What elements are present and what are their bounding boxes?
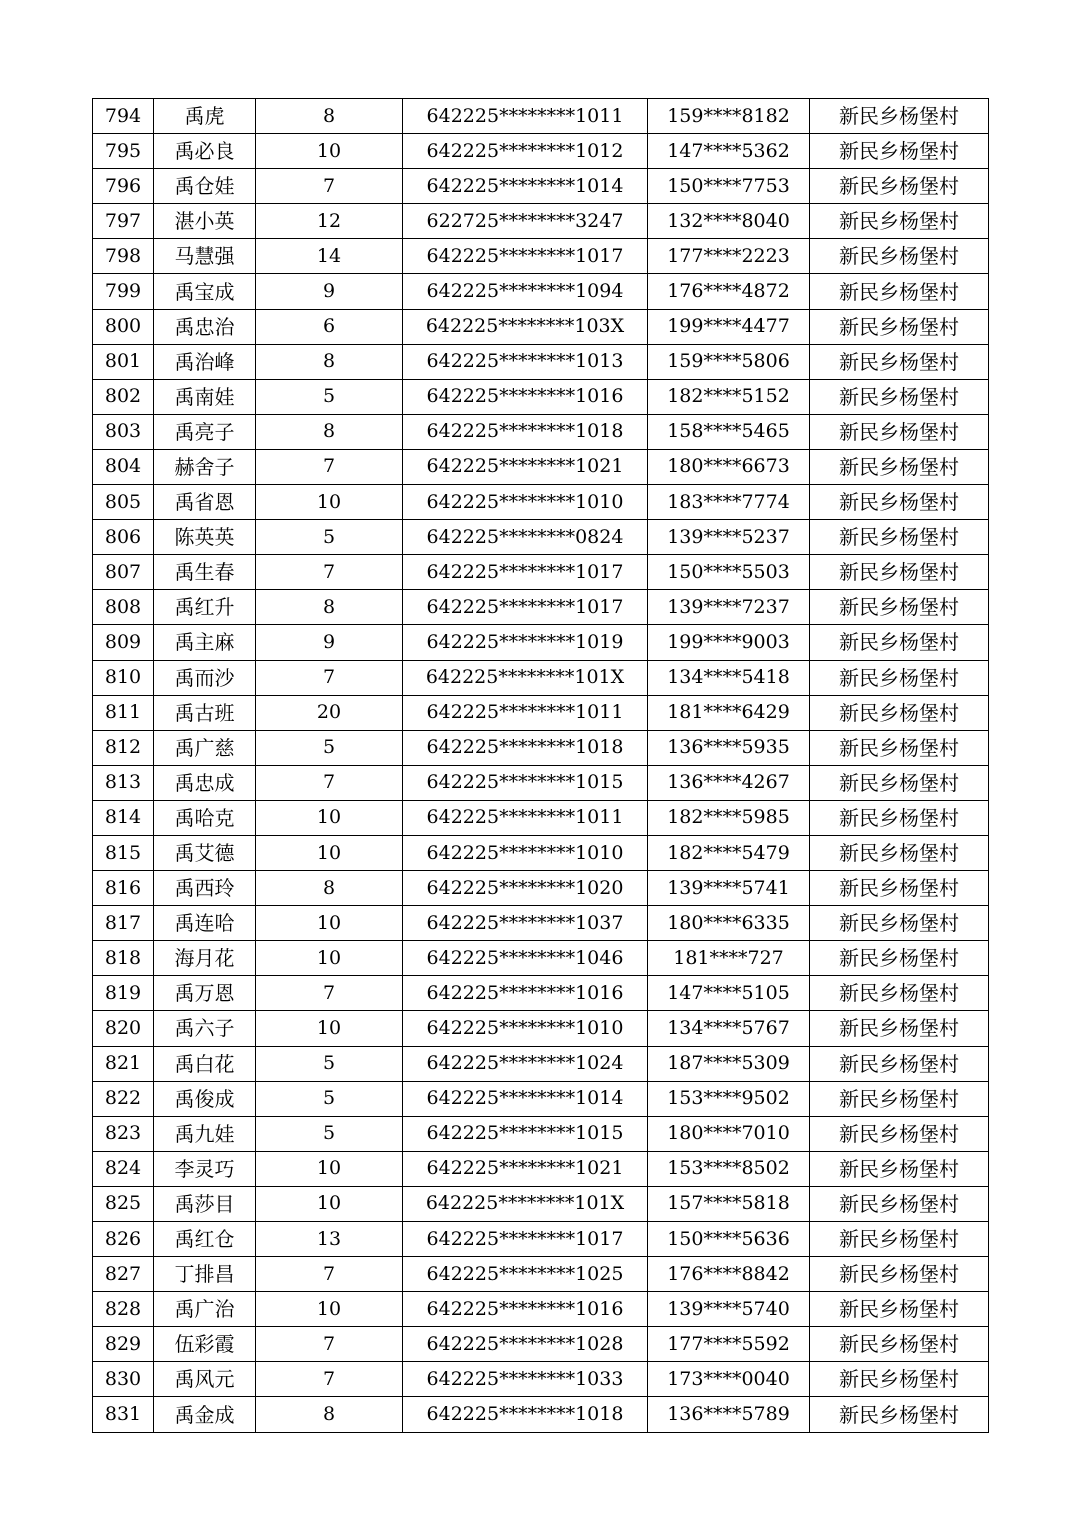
cell-phone-number: 150****5503 xyxy=(648,555,810,590)
table-row xyxy=(93,906,989,941)
cell-name: 禹连哈 xyxy=(154,906,256,941)
cell-row-number: 804 xyxy=(93,449,154,484)
cell-village: 新民乡杨堡村 xyxy=(810,800,989,835)
cell-count: 5 xyxy=(256,1116,403,1151)
cell-village: 新民乡杨堡村 xyxy=(810,99,989,134)
cell-phone-number: 136****5789 xyxy=(648,1397,810,1432)
cell-count: 10 xyxy=(256,835,403,870)
cell-village: 新民乡杨堡村 xyxy=(810,1257,989,1292)
cell-name: 海月花 xyxy=(154,941,256,976)
cell-phone-number: 180****7010 xyxy=(648,1116,810,1151)
table-row xyxy=(93,344,989,379)
table-row xyxy=(93,1257,989,1292)
cell-count: 5 xyxy=(256,730,403,765)
cell-phone-number: 199****4477 xyxy=(648,309,810,344)
cell-row-number: 795 xyxy=(93,134,154,169)
cell-phone-number: 182****5985 xyxy=(648,800,810,835)
table-row xyxy=(93,800,989,835)
cell-count: 10 xyxy=(256,800,403,835)
table-row xyxy=(93,1151,989,1186)
cell-count: 20 xyxy=(256,695,403,730)
cell-id-number: 622725********3247 xyxy=(403,204,648,239)
cell-id-number: 642225********1011 xyxy=(403,695,648,730)
cell-phone-number: 157****5818 xyxy=(648,1186,810,1221)
cell-phone-number: 173****0040 xyxy=(648,1362,810,1397)
cell-village: 新民乡杨堡村 xyxy=(810,1397,989,1432)
table-row xyxy=(93,1362,989,1397)
cell-id-number: 642225********1011 xyxy=(403,800,648,835)
cell-count: 10 xyxy=(256,941,403,976)
cell-name: 禹六子 xyxy=(154,1011,256,1046)
table-row xyxy=(93,520,989,555)
cell-phone-number: 187****5309 xyxy=(648,1046,810,1081)
cell-id-number: 642225********1037 xyxy=(403,906,648,941)
cell-name: 禹而沙 xyxy=(154,660,256,695)
cell-phone-number: 136****5935 xyxy=(648,730,810,765)
cell-name: 禹治峰 xyxy=(154,344,256,379)
cell-id-number: 642225********1018 xyxy=(403,1397,648,1432)
cell-id-number: 642225********1020 xyxy=(403,871,648,906)
cell-phone-number: 180****6673 xyxy=(648,449,810,484)
cell-row-number: 800 xyxy=(93,309,154,344)
cell-village: 新民乡杨堡村 xyxy=(810,134,989,169)
table-row xyxy=(93,134,989,169)
cell-id-number: 642225********101X xyxy=(403,660,648,695)
cell-row-number: 810 xyxy=(93,660,154,695)
cell-count: 8 xyxy=(256,1397,403,1432)
cell-name: 禹省恩 xyxy=(154,485,256,520)
table-row xyxy=(93,1081,989,1116)
cell-row-number: 811 xyxy=(93,695,154,730)
cell-count: 8 xyxy=(256,414,403,449)
cell-row-number: 797 xyxy=(93,204,154,239)
cell-village: 新民乡杨堡村 xyxy=(810,1081,989,1116)
cell-row-number: 817 xyxy=(93,906,154,941)
cell-row-number: 824 xyxy=(93,1151,154,1186)
cell-row-number: 794 xyxy=(93,99,154,134)
cell-row-number: 805 xyxy=(93,485,154,520)
cell-count: 5 xyxy=(256,1081,403,1116)
cell-count: 6 xyxy=(256,309,403,344)
cell-row-number: 830 xyxy=(93,1362,154,1397)
table-row xyxy=(93,99,989,134)
cell-count: 8 xyxy=(256,871,403,906)
cell-count: 10 xyxy=(256,485,403,520)
table-row xyxy=(93,449,989,484)
cell-village: 新民乡杨堡村 xyxy=(810,309,989,344)
table-row xyxy=(93,730,989,765)
cell-village: 新民乡杨堡村 xyxy=(810,379,989,414)
cell-phone-number: 134****5418 xyxy=(648,660,810,695)
cell-row-number: 821 xyxy=(93,1046,154,1081)
cell-name: 禹西玲 xyxy=(154,871,256,906)
cell-id-number: 642225********0824 xyxy=(403,520,648,555)
cell-id-number: 642225********1094 xyxy=(403,274,648,309)
cell-id-number: 642225********1046 xyxy=(403,941,648,976)
cell-id-number: 642225********1013 xyxy=(403,344,648,379)
cell-count: 7 xyxy=(256,765,403,800)
data-table xyxy=(92,98,989,1433)
table-row xyxy=(93,204,989,239)
cell-village: 新民乡杨堡村 xyxy=(810,941,989,976)
cell-phone-number: 183****7774 xyxy=(648,485,810,520)
cell-row-number: 814 xyxy=(93,800,154,835)
cell-name: 禹忠成 xyxy=(154,765,256,800)
cell-name: 禹广慈 xyxy=(154,730,256,765)
cell-row-number: 820 xyxy=(93,1011,154,1046)
cell-id-number: 642225********1016 xyxy=(403,1292,648,1327)
cell-phone-number: 153****8502 xyxy=(648,1151,810,1186)
table-row xyxy=(93,555,989,590)
cell-count: 10 xyxy=(256,1292,403,1327)
cell-row-number: 827 xyxy=(93,1257,154,1292)
cell-count: 9 xyxy=(256,625,403,660)
cell-id-number: 642225********1017 xyxy=(403,555,648,590)
table-row xyxy=(93,1186,989,1221)
table-row xyxy=(93,590,989,625)
cell-id-number: 642225********1010 xyxy=(403,835,648,870)
cell-village: 新民乡杨堡村 xyxy=(810,590,989,625)
table-row xyxy=(93,1116,989,1151)
cell-count: 13 xyxy=(256,1222,403,1257)
cell-row-number: 816 xyxy=(93,871,154,906)
cell-row-number: 818 xyxy=(93,941,154,976)
cell-phone-number: 177****5592 xyxy=(648,1327,810,1362)
cell-id-number: 642225********1011 xyxy=(403,99,648,134)
cell-id-number: 642225********1019 xyxy=(403,625,648,660)
cell-id-number: 642225********1015 xyxy=(403,765,648,800)
cell-village: 新民乡杨堡村 xyxy=(810,730,989,765)
cell-name: 禹广治 xyxy=(154,1292,256,1327)
cell-name: 禹虎 xyxy=(154,99,256,134)
cell-count: 12 xyxy=(256,204,403,239)
table-row xyxy=(93,625,989,660)
cell-phone-number: 180****6335 xyxy=(648,906,810,941)
cell-phone-number: 147****5105 xyxy=(648,976,810,1011)
cell-village: 新民乡杨堡村 xyxy=(810,1116,989,1151)
cell-count: 7 xyxy=(256,976,403,1011)
cell-id-number: 642225********1010 xyxy=(403,1011,648,1046)
cell-name: 禹白花 xyxy=(154,1046,256,1081)
cell-row-number: 799 xyxy=(93,274,154,309)
cell-name: 陈英英 xyxy=(154,520,256,555)
cell-id-number: 642225********1015 xyxy=(403,1116,648,1151)
cell-phone-number: 159****8182 xyxy=(648,99,810,134)
cell-name: 禹俊成 xyxy=(154,1081,256,1116)
table-row xyxy=(93,1397,989,1432)
cell-row-number: 813 xyxy=(93,765,154,800)
cell-row-number: 829 xyxy=(93,1327,154,1362)
cell-name: 禹莎目 xyxy=(154,1186,256,1221)
cell-id-number: 642225********1012 xyxy=(403,134,648,169)
cell-village: 新民乡杨堡村 xyxy=(810,274,989,309)
cell-count: 5 xyxy=(256,520,403,555)
table-body xyxy=(93,99,989,1433)
cell-row-number: 806 xyxy=(93,520,154,555)
cell-id-number: 642225********1018 xyxy=(403,414,648,449)
cell-count: 7 xyxy=(256,1362,403,1397)
cell-village: 新民乡杨堡村 xyxy=(810,1222,989,1257)
cell-count: 7 xyxy=(256,169,403,204)
cell-village: 新民乡杨堡村 xyxy=(810,1046,989,1081)
cell-name: 禹仓娃 xyxy=(154,169,256,204)
table-row xyxy=(93,695,989,730)
cell-village: 新民乡杨堡村 xyxy=(810,906,989,941)
cell-count: 8 xyxy=(256,344,403,379)
cell-id-number: 642225********1021 xyxy=(403,1151,648,1186)
cell-phone-number: 150****7753 xyxy=(648,169,810,204)
cell-count: 7 xyxy=(256,1327,403,1362)
table-row xyxy=(93,379,989,414)
cell-name: 禹古班 xyxy=(154,695,256,730)
cell-village: 新民乡杨堡村 xyxy=(810,204,989,239)
cell-phone-number: 182****5152 xyxy=(648,379,810,414)
cell-village: 新民乡杨堡村 xyxy=(810,625,989,660)
cell-id-number: 642225********1016 xyxy=(403,379,648,414)
cell-village: 新民乡杨堡村 xyxy=(810,555,989,590)
cell-village: 新民乡杨堡村 xyxy=(810,449,989,484)
cell-phone-number: 181****727 xyxy=(648,941,810,976)
cell-count: 7 xyxy=(256,660,403,695)
cell-id-number: 642225********1024 xyxy=(403,1046,648,1081)
cell-count: 5 xyxy=(256,1046,403,1081)
cell-village: 新民乡杨堡村 xyxy=(810,239,989,274)
cell-count: 5 xyxy=(256,379,403,414)
cell-village: 新民乡杨堡村 xyxy=(810,169,989,204)
cell-village: 新民乡杨堡村 xyxy=(810,976,989,1011)
cell-village: 新民乡杨堡村 xyxy=(810,835,989,870)
cell-name: 禹必良 xyxy=(154,134,256,169)
cell-village: 新民乡杨堡村 xyxy=(810,1362,989,1397)
table-row xyxy=(93,309,989,344)
cell-name: 禹忠治 xyxy=(154,309,256,344)
table-row xyxy=(93,1327,989,1362)
cell-name: 赫舍子 xyxy=(154,449,256,484)
cell-id-number: 642225********1028 xyxy=(403,1327,648,1362)
cell-phone-number: 132****8040 xyxy=(648,204,810,239)
cell-phone-number: 147****5362 xyxy=(648,134,810,169)
cell-id-number: 642225********1010 xyxy=(403,485,648,520)
cell-count: 14 xyxy=(256,239,403,274)
cell-count: 10 xyxy=(256,906,403,941)
cell-village: 新民乡杨堡村 xyxy=(810,1011,989,1046)
cell-phone-number: 139****5741 xyxy=(648,871,810,906)
cell-name: 禹艾德 xyxy=(154,835,256,870)
cell-id-number: 642225********1017 xyxy=(403,590,648,625)
cell-name: 禹万恩 xyxy=(154,976,256,1011)
cell-phone-number: 177****2223 xyxy=(648,239,810,274)
table-row xyxy=(93,976,989,1011)
cell-row-number: 802 xyxy=(93,379,154,414)
cell-village: 新民乡杨堡村 xyxy=(810,695,989,730)
cell-row-number: 798 xyxy=(93,239,154,274)
cell-village: 新民乡杨堡村 xyxy=(810,485,989,520)
cell-village: 新民乡杨堡村 xyxy=(810,660,989,695)
cell-name: 禹亮子 xyxy=(154,414,256,449)
cell-row-number: 803 xyxy=(93,414,154,449)
cell-id-number: 642225********1014 xyxy=(403,169,648,204)
cell-village: 新民乡杨堡村 xyxy=(810,344,989,379)
cell-phone-number: 134****5767 xyxy=(648,1011,810,1046)
cell-count: 10 xyxy=(256,1151,403,1186)
table-row xyxy=(93,1292,989,1327)
cell-row-number: 812 xyxy=(93,730,154,765)
cell-name: 禹主麻 xyxy=(154,625,256,660)
cell-row-number: 815 xyxy=(93,835,154,870)
cell-id-number: 642225********1017 xyxy=(403,1222,648,1257)
cell-village: 新民乡杨堡村 xyxy=(810,1186,989,1221)
cell-count: 8 xyxy=(256,590,403,625)
cell-name: 禹九娃 xyxy=(154,1116,256,1151)
cell-row-number: 828 xyxy=(93,1292,154,1327)
cell-name: 禹宝成 xyxy=(154,274,256,309)
table-row xyxy=(93,941,989,976)
table-row xyxy=(93,835,989,870)
cell-name: 湛小英 xyxy=(154,204,256,239)
table-row xyxy=(93,765,989,800)
cell-name: 马慧强 xyxy=(154,239,256,274)
cell-row-number: 819 xyxy=(93,976,154,1011)
cell-count: 9 xyxy=(256,274,403,309)
cell-phone-number: 199****9003 xyxy=(648,625,810,660)
cell-name: 禹哈克 xyxy=(154,800,256,835)
table-row xyxy=(93,239,989,274)
cell-id-number: 642225********1018 xyxy=(403,730,648,765)
cell-id-number: 642225********1014 xyxy=(403,1081,648,1116)
cell-id-number: 642225********1016 xyxy=(403,976,648,1011)
cell-name: 禹红升 xyxy=(154,590,256,625)
cell-phone-number: 182****5479 xyxy=(648,835,810,870)
cell-id-number: 642225********1025 xyxy=(403,1257,648,1292)
cell-count: 7 xyxy=(256,1257,403,1292)
table-row xyxy=(93,1011,989,1046)
cell-village: 新民乡杨堡村 xyxy=(810,871,989,906)
cell-phone-number: 139****5740 xyxy=(648,1292,810,1327)
cell-phone-number: 176****8842 xyxy=(648,1257,810,1292)
cell-name: 禹生春 xyxy=(154,555,256,590)
cell-row-number: 796 xyxy=(93,169,154,204)
cell-phone-number: 139****5237 xyxy=(648,520,810,555)
table-row xyxy=(93,414,989,449)
table-row xyxy=(93,660,989,695)
table-row xyxy=(93,169,989,204)
cell-village: 新民乡杨堡村 xyxy=(810,1327,989,1362)
table-row xyxy=(93,485,989,520)
table-row xyxy=(93,871,989,906)
cell-id-number: 642225********1017 xyxy=(403,239,648,274)
cell-village: 新民乡杨堡村 xyxy=(810,765,989,800)
cell-name: 禹南娃 xyxy=(154,379,256,414)
cell-count: 7 xyxy=(256,449,403,484)
cell-row-number: 823 xyxy=(93,1116,154,1151)
cell-name: 李灵巧 xyxy=(154,1151,256,1186)
cell-row-number: 831 xyxy=(93,1397,154,1432)
cell-count: 8 xyxy=(256,99,403,134)
table-row xyxy=(93,1222,989,1257)
cell-name: 禹金成 xyxy=(154,1397,256,1432)
cell-name: 禹风元 xyxy=(154,1362,256,1397)
cell-phone-number: 176****4872 xyxy=(648,274,810,309)
cell-phone-number: 136****4267 xyxy=(648,765,810,800)
cell-count: 10 xyxy=(256,134,403,169)
cell-village: 新民乡杨堡村 xyxy=(810,1151,989,1186)
cell-id-number: 642225********101X xyxy=(403,1186,648,1221)
cell-village: 新民乡杨堡村 xyxy=(810,1292,989,1327)
cell-village: 新民乡杨堡村 xyxy=(810,414,989,449)
cell-phone-number: 158****5465 xyxy=(648,414,810,449)
cell-name: 禹红仓 xyxy=(154,1222,256,1257)
cell-phone-number: 150****5636 xyxy=(648,1222,810,1257)
cell-phone-number: 153****9502 xyxy=(648,1081,810,1116)
cell-phone-number: 181****6429 xyxy=(648,695,810,730)
cell-phone-number: 139****7237 xyxy=(648,590,810,625)
cell-count: 7 xyxy=(256,555,403,590)
cell-row-number: 822 xyxy=(93,1081,154,1116)
cell-row-number: 826 xyxy=(93,1222,154,1257)
cell-id-number: 642225********103X xyxy=(403,309,648,344)
cell-row-number: 825 xyxy=(93,1186,154,1221)
cell-row-number: 801 xyxy=(93,344,154,379)
table-row xyxy=(93,274,989,309)
cell-count: 10 xyxy=(256,1186,403,1221)
cell-row-number: 809 xyxy=(93,625,154,660)
cell-name: 丁排昌 xyxy=(154,1257,256,1292)
cell-phone-number: 159****5806 xyxy=(648,344,810,379)
table-row xyxy=(93,1046,989,1081)
cell-name: 伍彩霞 xyxy=(154,1327,256,1362)
cell-row-number: 808 xyxy=(93,590,154,625)
cell-row-number: 807 xyxy=(93,555,154,590)
cell-village: 新民乡杨堡村 xyxy=(810,520,989,555)
cell-count: 10 xyxy=(256,1011,403,1046)
cell-id-number: 642225********1033 xyxy=(403,1362,648,1397)
cell-id-number: 642225********1021 xyxy=(403,449,648,484)
